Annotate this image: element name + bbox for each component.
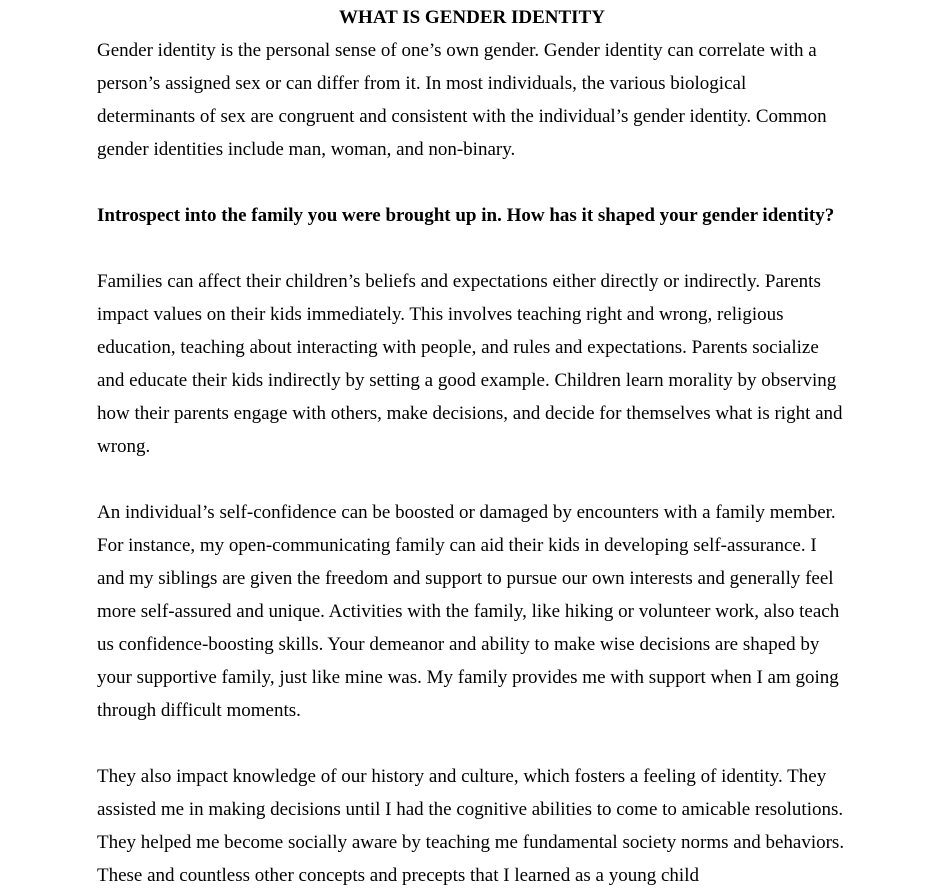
paragraph-history-culture: They also impact knowledge of our history and culture, which fosters a feeling of identity. They assisted me in making decisions until I had the cognitive abilities to come to amicable resolutions. They helped me become socially aware by teaching me fundamental society norms and behaviors. These and countless other concepts and precepts that I learned as a young child (97, 766, 845, 886)
paragraph-self-confidence: An individual’s self-confidence can be boosted or damaged by encounters with a family member. For instance, my open-communicating family can aid their kids in developing self-assurance. I and my siblings are given the freedom and support to pursue our own interests and generally feel more self-assured and unique. Activities with the family, like hiking or volunteer work, also teach us confidence-boosting skills. Your demeanor and ability to make wise decisions are shaped by your supportive family, just like mine was. My family provides me with support when I am going through difficult moments. (97, 502, 840, 721)
paragraph-family-values: Families can affect their children’s beliefs and expectations either directly or indirectly. Parents impact values on their kids immediately. This involves teaching right and wrong, religious education, teaching about interacting with people, and rules and expectations. Parents socialize and educate their kids indirectly by setting a good example. Children learn morality by observing how their parents engage with others, make decisions, and decide for themselves what is right and wrong. (97, 271, 843, 457)
paragraph-gender-identity-definition: Gender identity is the personal sense of one’s own gender. Gender identity can correlate with a person’s assigned sex or can differ from it. In most individuals, the various biological determinants of sex are congruent and consistent with the individual’s gender identity. Common gender identities include man, woman, and non-binary. (97, 40, 827, 160)
document-title: WHAT IS GENDER IDENTITY (339, 7, 605, 28)
question-heading-family-influence: Introspect into the family you were brought up in. How has it shaped your gender identity? (97, 205, 835, 226)
